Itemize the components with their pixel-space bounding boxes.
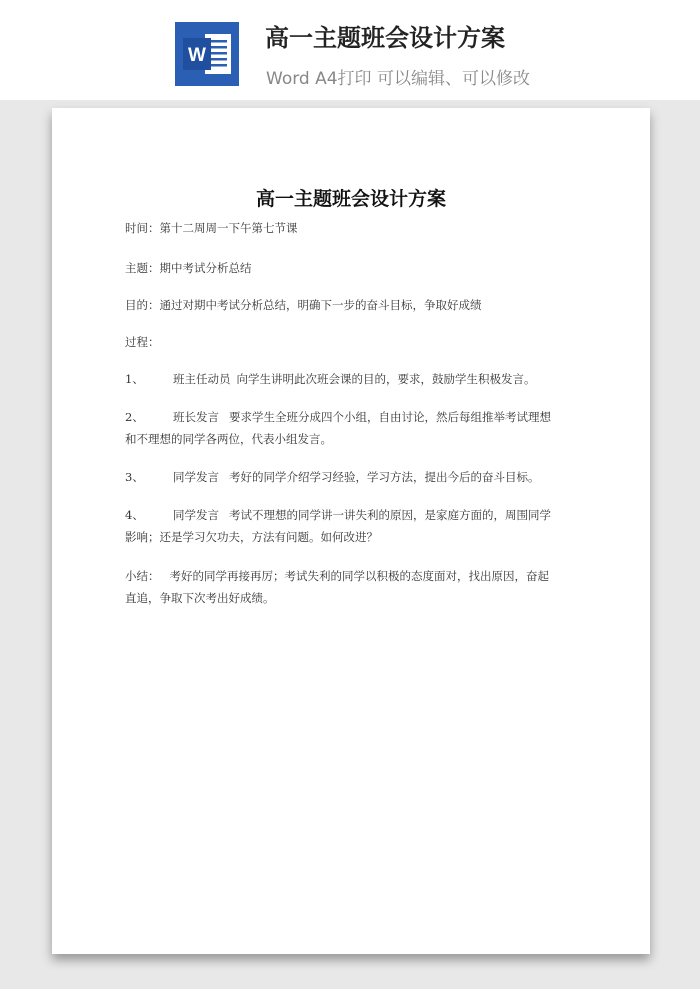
summary-label: 小结： <box>125 569 160 583</box>
step-heading: 班主任动员 <box>173 372 231 386</box>
purpose-line: 目的：通过对期中考试分析总结，明确下一步的奋斗目标，争取好成绩 <box>125 298 482 312</box>
step-heading: 班长发言 <box>173 410 219 424</box>
step-item <box>125 406 578 450</box>
step-text: 要求学生全班分成四个小组，自由讨论，然后每组推举考试理想 <box>229 410 551 424</box>
step-text: 考试不理想的同学讲一讲失利的原因，是家庭方面的，周围同学 <box>229 508 551 522</box>
header-banner <box>0 0 700 100</box>
word-icon <box>175 22 239 86</box>
header-subtitle: Word A4打印 可以编辑、可以修改 <box>266 69 530 89</box>
step-number: 3、 <box>125 470 144 484</box>
summary-text: 直追，争取下次考出好成绩。 <box>125 591 275 605</box>
svg-text:W: W <box>188 45 206 66</box>
process-label: 过程： <box>125 335 160 349</box>
step-item <box>125 504 578 548</box>
document-page <box>52 108 650 954</box>
step-heading: 同学发言 <box>173 470 219 484</box>
document-title: 高一主题班会设计方案 <box>255 188 446 210</box>
step-text: 和不理想的同学各两位，代表小组发言。 <box>125 432 332 446</box>
summary-text: 考好的同学再接再厉；考试失利的同学以积极的态度面对，找出原因，奋起 <box>169 569 549 583</box>
step-text: 向学生讲明此次班会课的目的，要求，鼓励学生积极发言。 <box>236 372 536 386</box>
step-number: 2、 <box>125 410 144 424</box>
step-heading: 同学发言 <box>173 508 219 522</box>
step-number: 1、 <box>125 372 144 386</box>
step-item <box>125 368 578 390</box>
topic-line: 主题：期中考试分析总结 <box>125 261 252 275</box>
time-line: 时间：第十二周周一下午第七节课 <box>125 221 298 235</box>
header-title: 高一主题班会设计方案 <box>265 24 505 52</box>
summary-paragraph <box>125 565 578 609</box>
step-text: 考好的同学介绍学习经验，学习方法，提出今后的奋斗目标。 <box>229 470 540 484</box>
step-number: 4、 <box>125 508 144 522</box>
step-item <box>125 466 578 488</box>
step-text: 影响；还是学习欠功夫，方法有问题。如何改进？ <box>125 530 378 544</box>
